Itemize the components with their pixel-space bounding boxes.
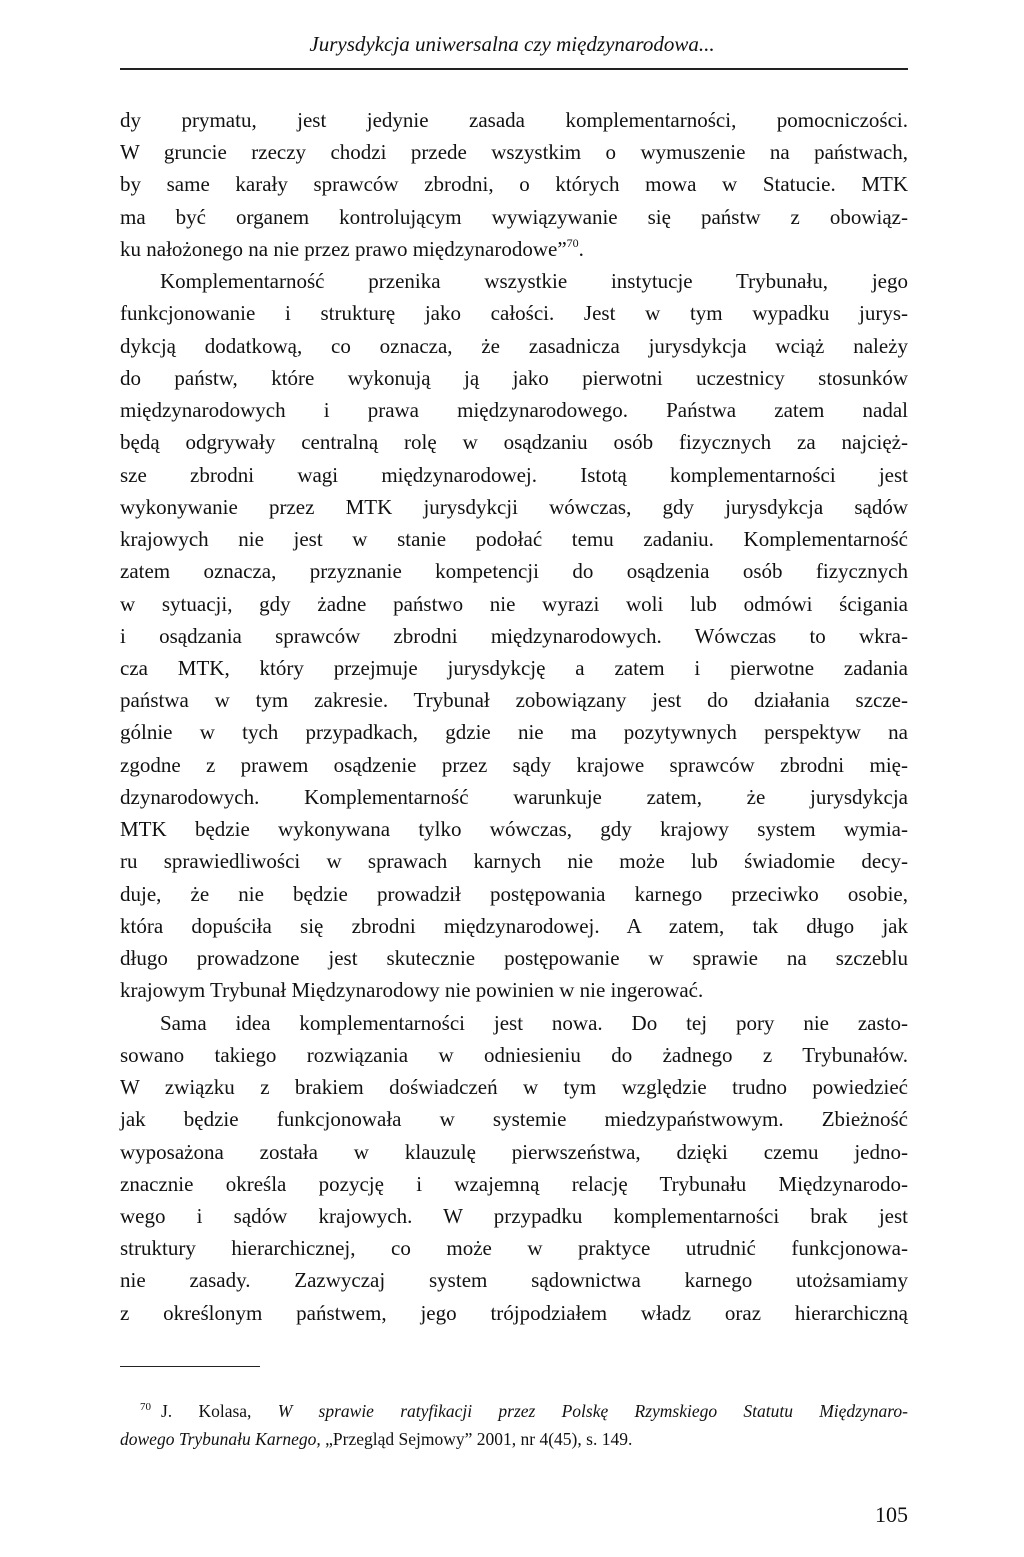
text-line: międzynarodowych i prawa międzynarodowego. Państwa zatem nadal (120, 398, 908, 423)
footnote-number: 70 (140, 1401, 151, 1413)
text-line: zatem oznacza, przyznanie kompetencji do osądzenia osób fizycznych (120, 559, 908, 584)
footnote-reference: 70 (566, 235, 579, 250)
text-line: zgodne z prawem osądzenie przez sądy krajowe sprawców zbrodni mię- (120, 752, 908, 777)
text-line: by same karały sprawców zbrodni, o których mowa w Statucie. MTK (120, 172, 908, 197)
text-line-with-footnote (120, 233, 908, 265)
footnote-source: „Przegląd Sejmowy” 2001, nr 4(45), s. 149. (325, 1429, 633, 1449)
text-line-content: ku nałożonego na nie przez prawo międzynarodowe” (120, 236, 567, 261)
text-line: państwa w tym zakresie. Trybunał zobowiązany jest do działania szcze- (120, 688, 908, 713)
text-line: dy prymatu, jest jedynie zasada komplementarności, pomocniczości. (120, 108, 908, 132)
text-line: duje, że nie będzie prowadził postępowania karnego przeciwko osobie, (120, 881, 908, 906)
text-line: Sama idea komplementarności jest nowa. Do tej pory nie zasto- (160, 1010, 908, 1035)
text-line: gólnie w tych przypadkach, gdzie nie ma pozytywnych perspektyw na (120, 720, 908, 745)
text-line: dykcją dodatkową, co oznacza, że zasadnicza jurysdykcja wciąż należy (120, 333, 908, 358)
text-line: sze zbrodni wagi międzynarodowej. Istotą komplementarności jest (120, 462, 908, 487)
text-line: która dopuściła się zbrodni międzynarodowej. A zatem, tak długo jak (120, 913, 908, 938)
text-line: do państw, które wykonują ją jako pierwotni uczestnicy stosunków (120, 365, 908, 390)
text-line: krajowych nie jest w stanie podołać temu zadaniu. Komplementarność (120, 527, 908, 552)
text-line: wykonywanie przez MTK jurysdykcji wówczas, gdy jurysdykcja sądów (120, 494, 908, 519)
text-line: jak będzie funkcjonowała w systemie miedzypaństwowym. Zbieżność (120, 1107, 908, 1132)
footnote-line (120, 1397, 908, 1425)
running-head: Jurysdykcja uniwersalna czy międzynarodowa... (309, 32, 715, 56)
footnote-line (120, 1425, 908, 1453)
text-line: dzynarodowych. Komplementarność warunkuje zatem, że jurysdykcja (120, 784, 908, 809)
footnote-title-continued: dowego Trybunału Karnego, (120, 1429, 321, 1449)
text-line: struktury hierarchicznej, co może w praktyce utrudnić funkcjonowa- (120, 1236, 908, 1261)
text-line: wego i sądów krajowych. W przypadku komplementarności brak jest (120, 1203, 908, 1228)
text-line: znacznie określa pozycję i wzajemną relację Trybunału Międzynarodo- (120, 1171, 908, 1196)
text-line: z określonym państwem, jego trójpodziałem władz oraz hierarchiczną (120, 1300, 908, 1325)
header-rule (120, 68, 908, 70)
text-line: i osądzania sprawców zbrodni międzynarodowych. Wówczas to wkra- (120, 623, 908, 648)
text-line: W gruncie rzeczy chodzi przede wszystkim o wymuszenie na państwach, (120, 140, 908, 165)
text-line: będą odgrywały centralną rolę w osądzaniu osób fizycznych za najcięż- (120, 430, 908, 455)
footnote (120, 1397, 908, 1453)
text-line: MTK będzie wykonywana tylko wówczas, gdy krajowy system wymia- (120, 817, 908, 842)
text-line: ru sprawiedliwości w sprawach karnych nie może lub świadomie decy- (120, 849, 908, 874)
text-line: funkcjonowanie i strukturę jako całości. Jest w tym wypadku jurys- (120, 301, 908, 326)
text-line: nie zasady. Zazwyczaj system sądownictwa karnego utożsamiamy (120, 1268, 908, 1293)
text-line: wyposażona została w klauzulę pierwszeństwa, dzięki czemu jedno- (120, 1139, 908, 1164)
text-line: w sytuacji, gdy żadne państwo nie wyrazi woli lub odmówi ścigania (120, 591, 908, 616)
page-number: 105 (875, 1502, 908, 1527)
text-line: W związku z brakiem doświadczeń w tym względzie trudno powiedzieć (120, 1075, 908, 1100)
text-line: sowano takiego rozwiązania w odniesieniu do żadnego z Trybunałów. (120, 1042, 908, 1067)
footnote-author: J. Kolasa, (161, 1401, 252, 1421)
footnote-rule (120, 1366, 260, 1367)
text-line: Komplementarność przenika wszystkie instytucje Trybunału, jego (160, 269, 908, 294)
text-line: długo prowadzone jest skutecznie postępowanie w sprawie na szczeblu (120, 946, 908, 971)
text-line: cza MTK, który przejmuje jurysdykcję a zatem i pierwotne zadania (120, 655, 908, 680)
footnote-reference-punctuation: . (578, 236, 584, 261)
footnote-title: W sprawie ratyfikacji przez Polskę Rzymskiego Statutu Międzynaro- (277, 1401, 908, 1421)
text-line: krajowym Trybunał Międzynarodowy nie powinien w nie ingerować. (120, 978, 704, 1003)
body-text (120, 104, 908, 1329)
text-line: ma być organem kontrolującym wywiązywanie się państw z obowiąz- (120, 204, 908, 229)
